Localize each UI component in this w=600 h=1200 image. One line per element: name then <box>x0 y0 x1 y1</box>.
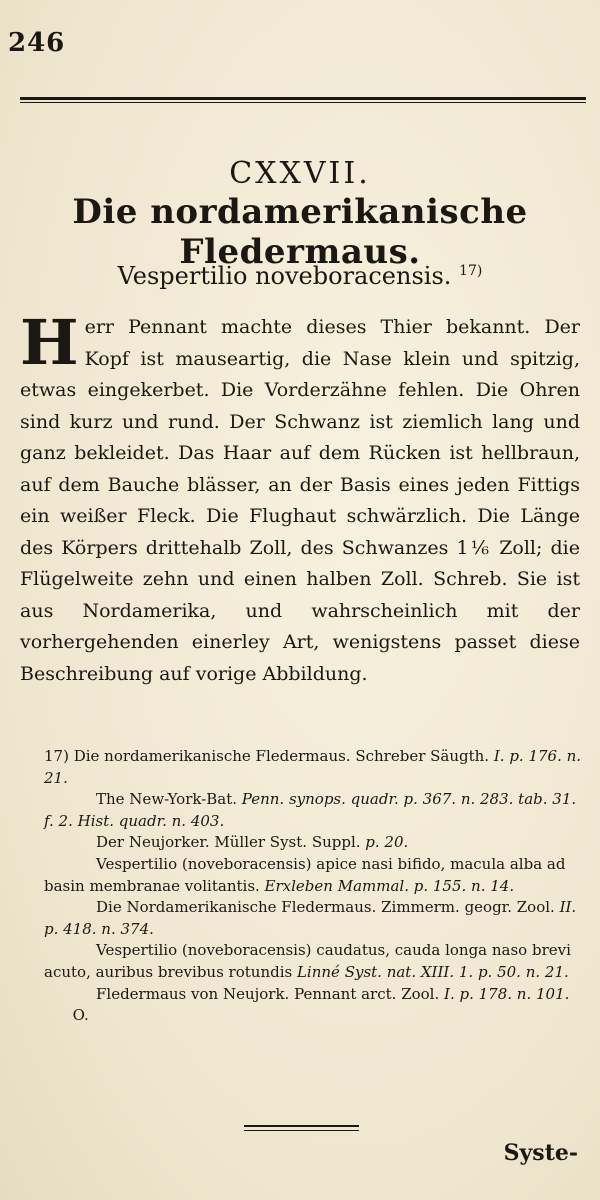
footnote-text: Vespertilio (noveboracensis) caudatus, cauda longa naso brevi acuto, auribus brevibus rotundis <box>44 941 571 981</box>
footnote-citation: II. p. 418. n. 374. <box>44 898 577 938</box>
footnote-entry <box>44 854 582 897</box>
body-paragraph-text: err Pennant machte dieses Thier bekannt. Der Kopf ist mauseartig, die Nase klein und spitzig, etwas eingekerbet. Die Vorderzähne fehlen. Die Ohren sind kurz und rund. Der Schwanz ist ziemlich lang und ganz bekleidet. Das Haar auf dem Rücken ist hellbraun, auf dem Bauche blässer, an der Basis eines jeden Fittigs ein weißer Fleck. Die Flughaut schwärzlich. Die Länge des Körpers drittehalb Zoll, des Schwanzes 1⅙ Zoll; die Flügelweite zehn und einen halben Zoll. Schreb. Sie ist aus Nordamerika, und wahrscheinlich mit der vorhergehenden einerley Art, wenigstens passet diese Beschreibung auf vorige Abbildung. <box>20 316 580 685</box>
body-text <box>20 306 580 690</box>
footnotes <box>44 746 582 1027</box>
footnote-signature: O. <box>44 1006 89 1025</box>
chapter-number: CXXVII. <box>229 156 371 191</box>
footnote-citation: I. p. 178. n. 101. <box>444 984 570 1003</box>
footnote-text: Vespertilio (noveboracensis) apice nasi bifido, macula alba ad basin membranae volitantis. <box>44 854 566 895</box>
footer-rule <box>244 1125 359 1127</box>
header-rule <box>20 97 586 100</box>
catchword: Syste- <box>503 1140 578 1166</box>
footnote-entry <box>44 832 582 854</box>
footnote-citation: p. 20. <box>365 833 409 852</box>
footnote-citation: Erxleben Mammal. p. 155. n. 14. <box>264 876 515 895</box>
latin-name <box>0 262 600 290</box>
footnote-reference: 17) <box>459 263 483 279</box>
footnote-text: Fledermaus von Neujork. Pennant arct. Zool. <box>96 984 445 1003</box>
footnote-text: The New-York-Bat. <box>96 790 242 809</box>
footnote-citation: Penn. synops. quadr. p. 367. n. 283. tab. 31. f. 2. Hist. quadr. n. 403. <box>44 790 577 830</box>
page-number: 246 <box>8 28 66 58</box>
latin-name-text: Vespertilio noveboracensis. <box>117 262 452 290</box>
footnote-citation: Linné Syst. nat. XIII. 1. p. 50. n. 21. <box>296 962 569 981</box>
body-paragraph <box>20 306 580 690</box>
footnote-entry <box>44 897 582 940</box>
footnote-entry <box>44 940 582 983</box>
footnote-citation: I. p. 176. n. 21. <box>44 747 582 787</box>
footnote-entry <box>44 746 582 789</box>
footnote-text: 17) Die nordamerikanische Fledermaus. Schreber Säugth. <box>44 747 494 765</box>
footnote-text: Die Nordamerikanische Fledermaus. Zimmerm. geogr. Zool. <box>96 898 560 917</box>
footnote-text: Der Neujorker. Müller Syst. Suppl. <box>96 833 366 852</box>
chapter-title: Die nordamerikanische Fledermaus. <box>72 192 528 272</box>
drop-cap: H <box>20 306 79 379</box>
footnote-entry <box>44 789 582 832</box>
footnote-entry <box>44 984 582 1027</box>
